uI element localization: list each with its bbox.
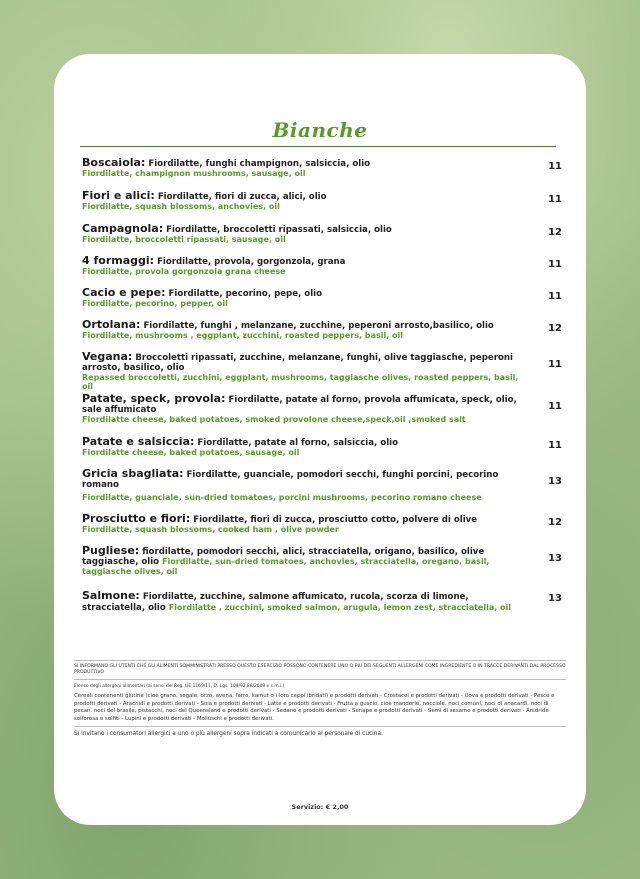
item-name: Cacio e pepe: <box>82 286 166 299</box>
item-price: 12 <box>548 323 562 334</box>
item-name: Vegana: <box>82 350 133 363</box>
item-ingredients-it: Fiordilatte, broccoletti ripassati, salsiccia, olio <box>166 225 392 235</box>
item-name: Campagnola: <box>82 222 164 235</box>
item-ingredients-it: Fiordilatte, pecorino, pepe, olio <box>168 289 322 299</box>
item-ingredients-it: Fiordilatte, patate al forno, provola affumicata, speck, olio, sale affumicato <box>82 395 517 415</box>
item-name: 4 formaggi: <box>82 254 155 267</box>
title-divider <box>80 146 556 147</box>
item-name: Gricia sbagliata: <box>82 467 184 480</box>
item-ingredients-en: Fiordilatte, champignon mushrooms, sausage, oil <box>82 169 306 178</box>
menu-item-vegana <box>82 352 562 391</box>
item-ingredients-en: Fiordilatte cheese, baked potatoes, sausage, oil <box>82 448 300 457</box>
item-price: 12 <box>548 227 562 238</box>
menu-item-patate-speck-provola <box>82 394 562 424</box>
menu-item-pugliese <box>82 546 562 577</box>
item-ingredients-en: Fiordilatte, mushrooms , eggplant, zucchini, roasted peppers, basil, oil <box>82 331 404 340</box>
item-ingredients-en: Fiordilatte, guanciale, sun-dried tomatoes, porcini mushrooms, pecorino romano cheese <box>82 493 482 502</box>
item-ingredients-it: Broccoletti ripassati, zucchine, melanzane, funghi, olive taggiasche, peperoni arrosto, basilico, olio <box>82 353 513 373</box>
item-name: Pugliese: <box>82 544 140 557</box>
menu-card <box>54 54 586 825</box>
item-ingredients-en: Fiordilatte, sun-dried tomatoes, anchovies, stracciatella, oregano, basil, taggiasche olives, oil <box>82 557 490 576</box>
item-name: Patate e salsiccia: <box>82 435 195 448</box>
menu-item-patate-e-salsiccia <box>82 437 562 457</box>
item-ingredients-en: Fiordilatte , zucchini, smoked salmon, arugula, lemon zest, stracciatella, oil <box>168 603 512 612</box>
item-price: 11 <box>548 291 562 302</box>
item-price: 11 <box>548 194 562 205</box>
item-name: Boscaiola: <box>82 156 146 169</box>
item-ingredients-en: Fiordilatte, squash blossoms, anchovies, oil <box>82 202 280 211</box>
item-ingredients-en: Fiordilatte, pecorino, pepper, oil <box>82 299 228 308</box>
item-ingredients-it: Fiordilatte, fiori di zucca, prosciutto cotto, polvere di olive <box>193 515 478 525</box>
allergen-notes <box>74 660 566 738</box>
item-price: 11 <box>548 401 562 412</box>
menu-item-campagnola <box>82 224 562 244</box>
menu-item-gricia-sbagliata <box>82 469 562 502</box>
item-ingredients-it: Fiordilatte, funghi champignon, salsiccia, olio <box>148 159 371 169</box>
menu-item-salmone <box>82 590 562 614</box>
menu-item-4-formaggi <box>82 256 562 276</box>
item-price: 11 <box>548 259 562 270</box>
item-name: Ortolana: <box>82 318 141 331</box>
item-ingredients-it: Fiordilatte, zucchine, salmone affumicato, rucola, scorza di limone, stracciatella, olio <box>82 592 469 613</box>
menu-item-cacio-e-pepe <box>82 288 562 308</box>
allergen-list-title: Elenco degli allergeni alimentari (ai sensi del Reg. UE 1169/11, D. Lgs. 109/92,88/2009 e s.m.i.) <box>74 684 285 689</box>
item-ingredients-en: Fiordilatte, provola gorgonzola grana cheese <box>82 267 286 276</box>
item-ingredients-en: Repassed broccoletti, zucchini, eggplant, mushrooms, taggiasche olives, roasted peppers, basil, oil <box>82 373 519 391</box>
item-name: Fiori e alici: <box>82 189 155 202</box>
item-price: 11 <box>548 359 562 370</box>
item-ingredients-it: Fiordilatte, fiori di zucca, alici, olio <box>157 192 327 202</box>
item-name: Salmone: <box>82 589 140 602</box>
allergen-invite: Si invitano i consumatori allergici a uno o più allergeni sopra indicati a comunicarlo al personale di cucina. <box>74 731 383 738</box>
menu-item-fiori-e-alici <box>82 191 562 211</box>
item-ingredients-en: Fiordilatte, squash blossoms, cooked ham , olive powder <box>82 525 339 534</box>
item-ingredients-it: Fiordilatte, guanciale, pomodori secchi, funghi porcini, pecorino romano <box>82 470 499 490</box>
section-title: Bianche <box>272 118 368 142</box>
item-ingredients-it: Fiordilatte, funghi , melanzane, zucchine, peperoni arrosto,basilico, olio <box>143 321 494 331</box>
menu-item-prosciutto-e-fiori <box>82 514 562 534</box>
item-ingredients-it: fiordilatte, pomodori secchi, alici, stracciatella, origano, basilico, olive taggiasche, olio <box>82 547 485 567</box>
item-price: 13 <box>548 553 562 564</box>
item-price: 12 <box>548 517 562 528</box>
item-name: Patate, speck, provola: <box>82 392 226 405</box>
service-charge: Servizio: € 2,00 <box>291 803 349 811</box>
menu-item-ortolana <box>82 320 562 340</box>
allergen-notice: SI INFORMANO GLI UTENTI CHE GLI ALIMENTI SOMMINISTRATI PRESSO QUESTO ESERCIZIO POSSONO CONTENERE UNO O PIÙ DEI SEGUENTI ALLERGENI COME INGREDIENTE O IN TRACCE DERIVANTI DAL PROCESSO PRODUTTIVO <box>74 664 566 675</box>
item-ingredients-en: Fiordilatte cheese, baked potatoes, smoked provolone cheese,speck,oil ,smoked salt <box>82 415 466 424</box>
item-price: 13 <box>548 476 562 487</box>
item-ingredients-it: Fiordilatte, patate al forno, salsiccia, olio <box>197 438 398 448</box>
item-price: 11 <box>548 161 562 172</box>
allergen-list: Cereali contenenti glutine (cioè grano, segale, orzo, avena, farro, kamut o i loro ceppi ibridati) e prodotti derivati - Crostacei e prodotti derivati - Uova e prodotti derivati - Pesce e prodotti derivati - Arachidi e prodotti derivati - Soia e prodotti derivati - Latte e prodotti derivati - Frutta a guscio, cioè mandorle, nocciole, noci comuni, noci di anacardi, noci di pecan, noci del brasile, pistacchi, noci del Queensland e prodotti derivati - Sedano e prodotti derivati - Senape e prodotti derivati - Semi di sesamo e prodotti derivati - Anidride solforosa e solfiti - Lupini e prodotti derivati - Molluschi e prodotti derivati. <box>74 693 555 722</box>
menu-item-boscaiola <box>82 158 562 178</box>
item-ingredients-it: Fiordilatte, provola, gorgonzola, grana <box>157 257 346 267</box>
item-ingredients-en: Fiordilatte, broccoletti ripassati, sausage, oil <box>82 235 286 244</box>
item-price: 11 <box>548 440 562 451</box>
item-name: Prosciutto e fiori: <box>82 512 191 525</box>
item-price: 13 <box>548 593 562 604</box>
